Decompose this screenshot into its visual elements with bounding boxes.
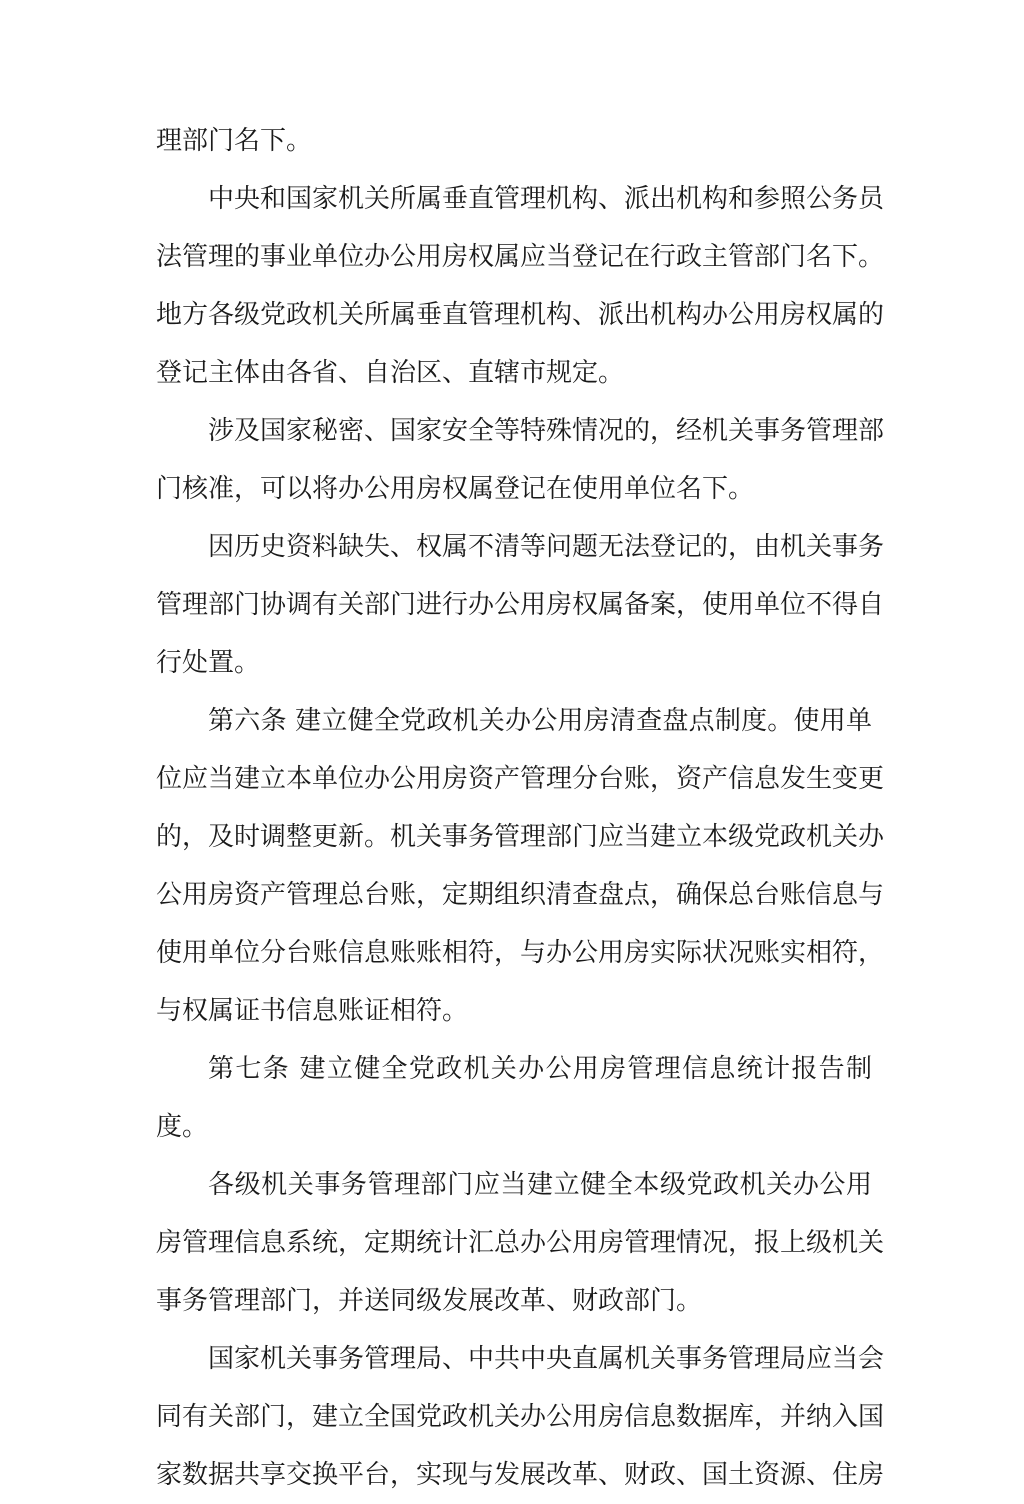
text-line: 使用单位分台账信息账账相符，与办公用房实际状况账实相符， bbox=[156, 938, 885, 968]
text-line: 房管理信息系统，定期统计汇总办公用房管理情况，报上级机关 bbox=[156, 1228, 885, 1258]
text-line: 各级机关事务管理部门应当建立健全本级党政机关办公用 bbox=[208, 1170, 872, 1200]
text-line: 中央和国家机关所属垂直管理机构、派出机构和参照公务员 bbox=[208, 184, 885, 214]
article-heading-line: 第六条 建立健全党政机关办公用房清查盘点制度。使用单 bbox=[208, 706, 872, 736]
text-line: 涉及国家秘密、国家安全等特殊情况的，经机关事务管理部 bbox=[208, 416, 885, 446]
text-line: 管理部门协调有关部门进行办公用房权属备案，使用单位不得自 bbox=[156, 590, 885, 620]
text-line: 度。 bbox=[156, 1112, 209, 1142]
text-line: 的，及时调整更新。机关事务管理部门应当建立本级党政机关办 bbox=[156, 822, 885, 852]
text-line: 事务管理部门，并送同级发展改革、财政部门。 bbox=[156, 1286, 703, 1316]
text-line: 理部门名下。 bbox=[156, 126, 313, 156]
text-line: 同有关部门，建立全国党政机关办公用房信息数据库，并纳入国 bbox=[156, 1402, 885, 1432]
text-line: 国家机关事务管理局、中共中央直属机关事务管理局应当会 bbox=[208, 1344, 885, 1374]
document-body bbox=[156, 112, 885, 1504]
text-line: 与权属证书信息账证相符。 bbox=[156, 996, 469, 1026]
text-line: 公用房资产管理总台账，定期组织清查盘点，确保总台账信息与 bbox=[156, 880, 885, 910]
text-line: 位应当建立本单位办公用房资产管理分台账，资产信息发生变更 bbox=[156, 764, 885, 794]
text-line: 地方各级党政机关所属垂直管理机构、派出机构办公用房权属的 bbox=[156, 300, 885, 330]
text-line: 行处置。 bbox=[156, 648, 261, 678]
text-line: 法管理的事业单位办公用房权属应当登记在行政主管部门名下。 bbox=[156, 242, 885, 272]
text-line: 门核准，可以将办公用房权属登记在使用单位名下。 bbox=[156, 474, 755, 504]
article-heading-line: 第七条 建立健全党政机关办公用房管理信息统计报告制 bbox=[208, 1054, 872, 1084]
text-line: 家数据共享交换平台，实现与发展改革、财政、国土资源、住房 bbox=[156, 1460, 885, 1490]
text-line: 登记主体由各省、自治区、直辖市规定。 bbox=[156, 358, 625, 388]
text-line: 因历史资料缺失、权属不清等问题无法登记的，由机关事务 bbox=[208, 532, 885, 562]
